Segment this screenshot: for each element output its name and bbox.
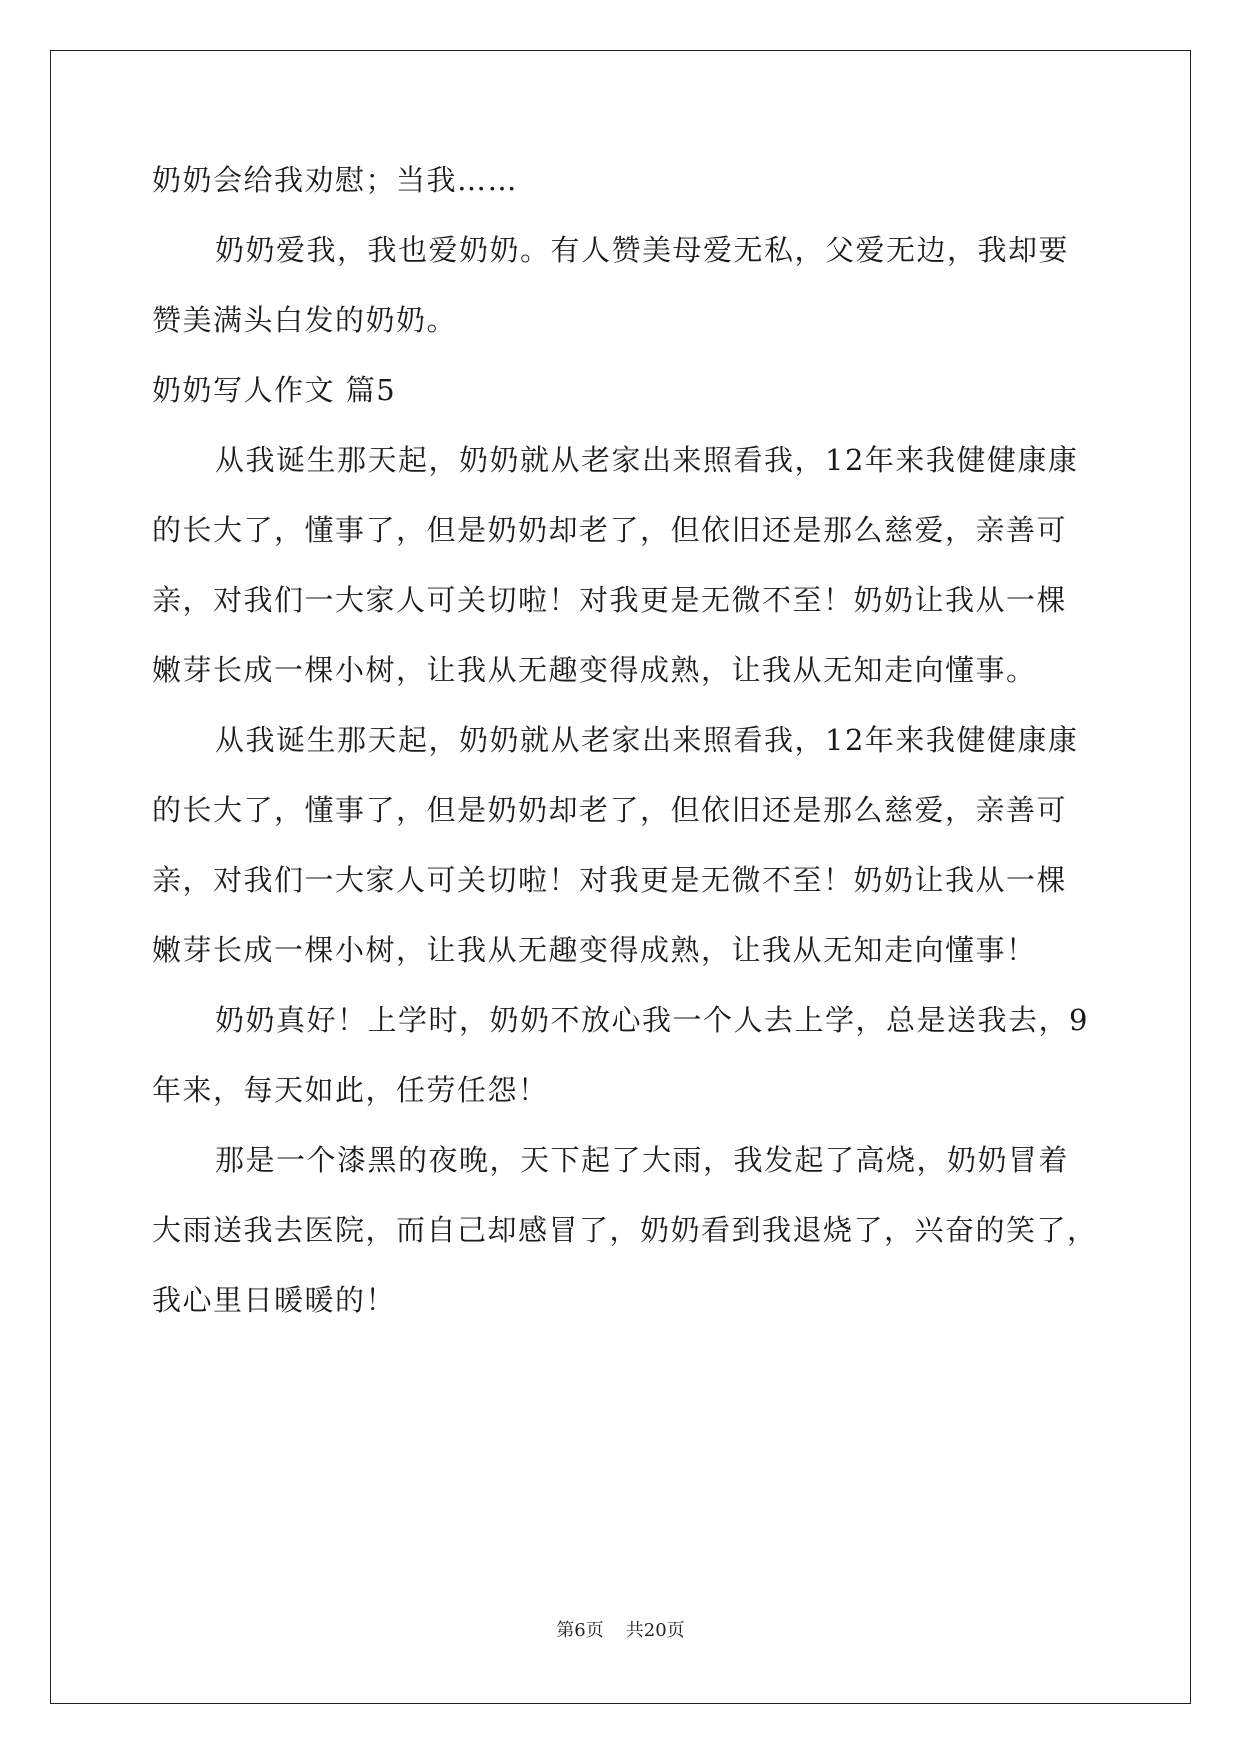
paragraph-first-line: 那是一个漆黑的夜晚，天下起了大雨，我发起了高烧，奶奶冒着 xyxy=(215,1143,1070,1177)
page-total: 共20页 xyxy=(625,1620,685,1641)
text-line: 的长大了，懂事了，但是奶奶却老了，但依旧还是那么慈爱，亲善可 xyxy=(152,513,1068,547)
text-line: 大雨送我去医院，而自己却感冒了，奶奶看到我退烧了，兴奋的笑了， xyxy=(152,1213,1098,1247)
text-line: 奶奶会给我劝慰；当我…… xyxy=(152,163,519,197)
text-line: 嫩芽长成一棵小树，让我从无趣变得成熟，让我从无知走向懂事。 xyxy=(152,653,1037,687)
paragraph-first-line: 从我诞生那天起，奶奶就从老家出来照看我，12年来我健健康康 xyxy=(215,443,1079,477)
text-line: 的长大了，懂事了，但是奶奶却老了，但依旧还是那么慈爱，亲善可 xyxy=(152,793,1068,827)
paragraph-first-line: 从我诞生那天起，奶奶就从老家出来照看我，12年来我健健康康 xyxy=(215,723,1079,757)
text-line: 我心里日暖暖的！ xyxy=(152,1283,397,1317)
paragraph-first-line: 奶奶爱我，我也爱奶奶。有人赞美母爱无私，父爱无边，我却要 xyxy=(215,233,1070,267)
page-footer xyxy=(0,1616,1241,1642)
text-line: 赞美满头白发的奶奶。 xyxy=(152,303,458,337)
paragraph-first-line: 奶奶真好！上学时，奶奶不放心我一个人去上学，总是送我去，9 xyxy=(215,1003,1089,1037)
text-line: 亲，对我们一大家人可关切啦！对我更是无微不至！奶奶让我从一棵 xyxy=(152,583,1068,617)
section-heading: 奶奶写人作文 篇5 xyxy=(152,373,397,407)
text-line: 嫩芽长成一棵小树，让我从无趣变得成熟，让我从无知走向懂事！ xyxy=(152,933,1037,967)
page-number: 第6页 xyxy=(556,1620,604,1641)
text-line: 亲，对我们一大家人可关切啦！对我更是无微不至！奶奶让我从一棵 xyxy=(152,863,1068,897)
text-line: 年来，每天如此，任劳任怨！ xyxy=(152,1073,549,1107)
